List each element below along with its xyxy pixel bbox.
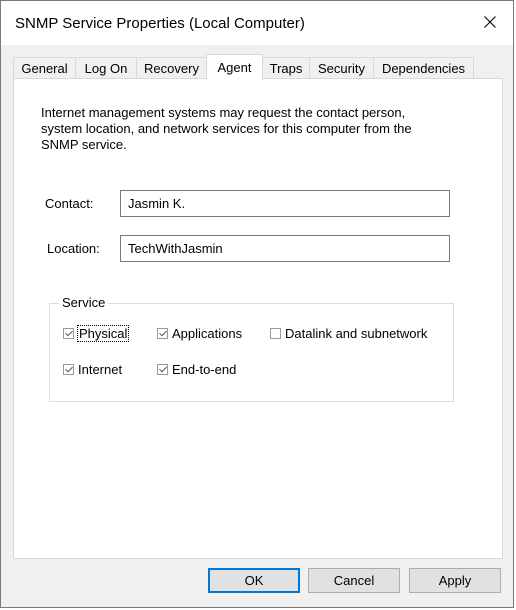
ok-button[interactable]: OK xyxy=(208,568,300,593)
applications-label: Applications xyxy=(172,326,243,341)
title-bar xyxy=(1,1,513,45)
contact-label: Contact: xyxy=(45,196,94,211)
service-groupbox xyxy=(49,295,454,402)
contact-input[interactable] xyxy=(120,190,450,217)
physical-label: Physical xyxy=(79,326,128,341)
close-icon xyxy=(484,16,496,31)
applications-checkbox-box xyxy=(157,328,168,339)
tab-agent[interactable]: Agent xyxy=(206,54,263,80)
applications-checkbox[interactable] xyxy=(157,326,242,341)
datalink-checkbox[interactable] xyxy=(270,326,427,341)
internet-checkbox-box xyxy=(63,364,74,375)
tab-traps[interactable]: Traps xyxy=(262,57,310,78)
end-to-end-checkbox[interactable] xyxy=(157,362,236,377)
apply-button[interactable]: Apply xyxy=(409,568,501,593)
tab-log-on[interactable]: Log On xyxy=(75,57,137,78)
internet-checkbox[interactable] xyxy=(63,362,122,377)
tab-recovery[interactable]: Recovery xyxy=(136,57,207,78)
agent-panel xyxy=(13,78,503,559)
tab-dependencies[interactable]: Dependencies xyxy=(373,57,474,78)
tab-security[interactable]: Security xyxy=(309,57,374,78)
close-button[interactable] xyxy=(467,1,513,45)
internet-label: Internet xyxy=(78,362,123,377)
end-to-end-checkbox-box xyxy=(157,364,168,375)
datalink-label: Datalink and subnetwork xyxy=(285,326,428,341)
physical-checkbox-box xyxy=(63,328,74,339)
cancel-button[interactable]: Cancel xyxy=(308,568,400,593)
location-label: Location: xyxy=(47,241,100,256)
agent-description: Internet management systems may request the contact person, system location, and network services for this computer from the SNMP service. xyxy=(41,105,412,152)
datalink-checkbox-box xyxy=(270,328,281,339)
window-title: SNMP Service Properties (Local Computer) xyxy=(15,15,305,32)
tab-general[interactable]: General xyxy=(13,57,76,78)
end-to-end-label: End-to-end xyxy=(172,362,237,377)
location-input[interactable] xyxy=(120,235,450,262)
service-group-title: Service xyxy=(59,295,108,310)
physical-checkbox[interactable] xyxy=(63,326,128,341)
tab-strip xyxy=(13,54,505,79)
